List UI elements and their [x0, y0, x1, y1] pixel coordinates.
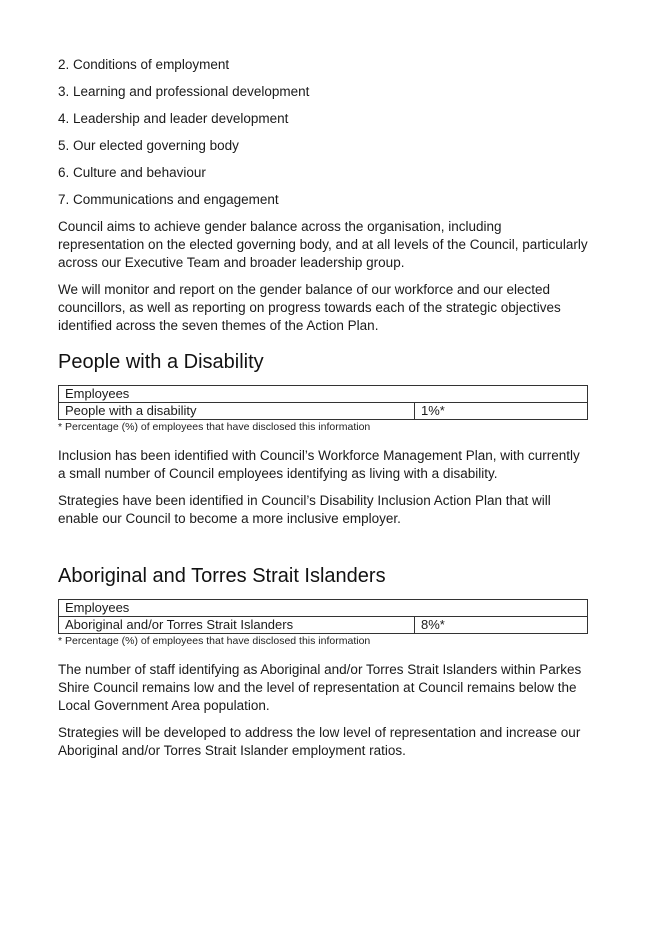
- table-value-cell: 8%*: [415, 617, 588, 634]
- list-item: 6. Culture and behaviour: [58, 165, 206, 180]
- disability-paragraph: Inclusion has been identified with Council’s Workforce Management Plan, with currently a small number of Council employees identifying as living with a disability.: [58, 448, 580, 481]
- disability-footnote: * Percentage (%) of employees that have disclosed this information: [58, 421, 371, 433]
- list-item: 3. Learning and professional development: [58, 84, 310, 99]
- document-page: [58, 56, 588, 769]
- disability-table: [58, 385, 588, 420]
- list-item: 2. Conditions of employment: [58, 57, 230, 72]
- list-item: 7. Communications and engagement: [58, 192, 279, 207]
- table-label-cell: People with a disability: [59, 403, 415, 420]
- table-label-cell: Aboriginal and/or Torres Strait Islanders: [59, 617, 415, 634]
- table-header-cell: Employees: [59, 386, 588, 403]
- themes-list: [58, 56, 588, 209]
- table-row: [59, 617, 588, 634]
- list-item: 4. Leadership and leader development: [58, 111, 289, 126]
- atsi-paragraph: The number of staff identifying as Aboriginal and/or Torres Strait Islanders within Parkes Shire Council remains low and the level of representation at Council remains below the Local Government Area population.: [58, 662, 582, 713]
- atsi-footnote: * Percentage (%) of employees that have disclosed this information: [58, 635, 371, 647]
- table-header-row: [59, 386, 588, 403]
- monitoring-paragraph: We will monitor and report on the gender balance of our workforce and our elected councillors, as well as reporting on progress towards each of the strategic objectives identified across the seven themes of the Action Plan.: [58, 282, 561, 333]
- table-value-cell: 1%*: [415, 403, 588, 420]
- atsi-heading: Aboriginal and Torres Strait Islanders: [58, 565, 386, 587]
- disability-heading: People with a Disability: [58, 351, 264, 373]
- gender-balance-paragraph: Council aims to achieve gender balance across the organisation, including representation on the elected governing body, and at all levels of the Council, particularly across our Executive Team and broader leadership group.: [58, 219, 588, 270]
- atsi-paragraph: Strategies will be developed to address the low level of representation and increase our Aboriginal and/or Torres Strait Islander employment ratios.: [58, 725, 581, 758]
- table-row: [59, 403, 588, 420]
- table-header-cell: Employees: [59, 600, 588, 617]
- table-header-row: [59, 600, 588, 617]
- list-item: 5. Our elected governing body: [58, 138, 239, 153]
- atsi-table: [58, 599, 588, 634]
- disability-paragraph: Strategies have been identified in Council’s Disability Inclusion Action Plan that will enable our Council to become a more inclusive employer.: [58, 493, 551, 526]
